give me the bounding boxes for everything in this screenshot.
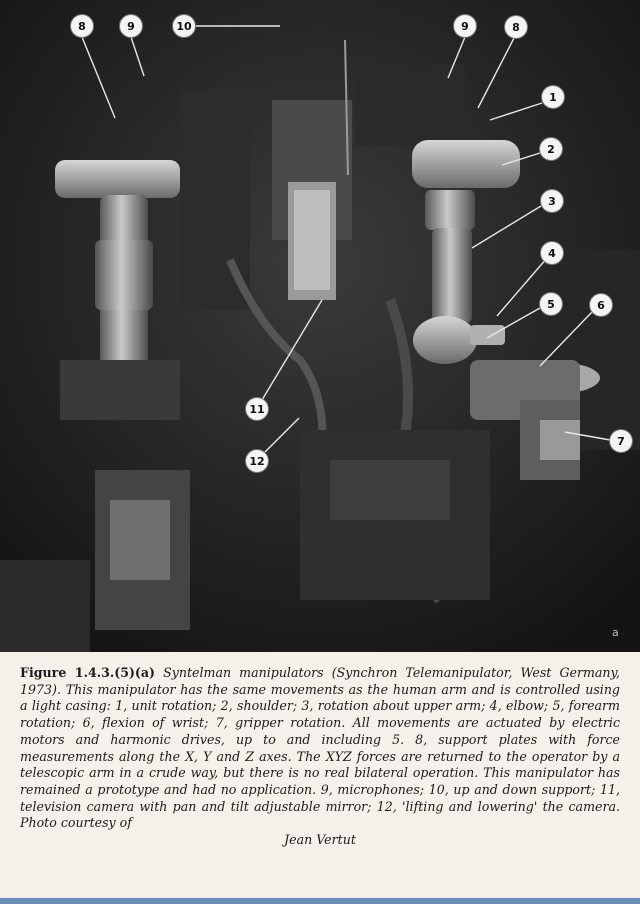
callout-1: 1 (542, 86, 564, 108)
callout-11: 11 (246, 398, 268, 420)
figure-caption (20, 665, 620, 849)
callout-2: 2 (540, 138, 562, 160)
callout-5: 5 (540, 293, 562, 315)
callout-8-right: 8 (505, 16, 527, 38)
callout-10: 10 (173, 15, 195, 37)
callout-9-left: 9 (120, 15, 142, 37)
callout-8-left: 8 (71, 15, 93, 37)
callout-9-right: 9 (454, 15, 476, 37)
callout-6: 6 (590, 294, 612, 316)
callout-3: 3 (541, 190, 563, 212)
callout-7: 7 (610, 430, 632, 452)
photo-corner-mark: a (612, 626, 619, 639)
caption-body: Syntelman manipulators (Synchron Telemanipulator, West Germany, 1973). This manipulator has the same movements as the human arm and is controlled using a light casing: 1, unit rotation; 2, shoulder; 3, rotation about upper arm; 4, elbow; 5, forearm rotation; 6, flexion of wrist; 7, gripper rotation. All movements are actuated by electric motors and harmonic drives, up to and including 5. 8, support plates with force measurements along the X, Y and Z axes. The XYZ forces are returned to the operator by a telescopic arm in a crude way, but there is no real bilateral operation. This manipulator has remained a prototype and had no application. 9, microphones; 10, up and down support; 11, television camera with pan and tilt adjustable mirror; 12, 'lifting and lowering' the camera. Photo courtesy of (20, 665, 620, 831)
photo-credit: Jean Vertut (284, 832, 356, 848)
bottom-border (0, 898, 640, 904)
callout-4: 4 (541, 242, 563, 264)
figure-label: Figure 1.4.3.(5)(a) (20, 665, 156, 680)
callout-12: 12 (246, 450, 268, 472)
